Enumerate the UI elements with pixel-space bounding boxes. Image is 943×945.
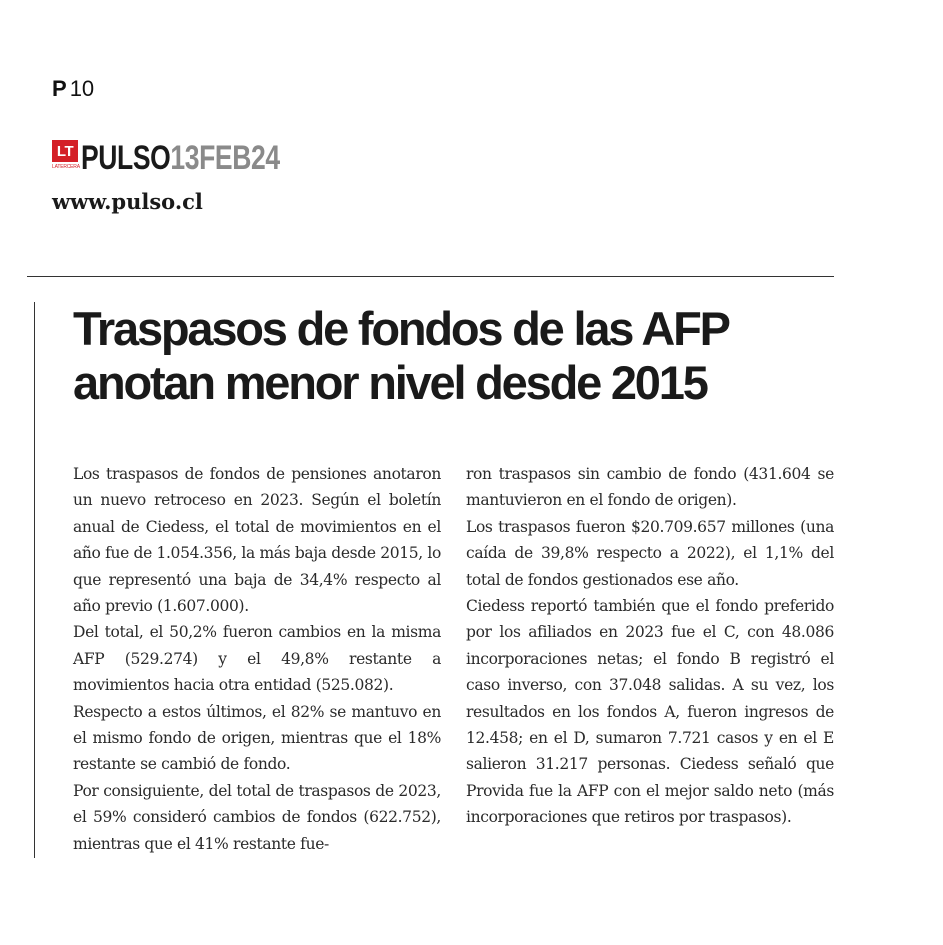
paragraph: Del total, el 50,2% fueron cambios en la misma AFP (529.274) y el 49,8% restante a movimientos hacia otra entidad (525.082). [73,623,441,695]
left-rule [34,302,35,858]
edition-date: 13FEB24 [170,139,280,177]
paragraph: Ciedess reportó también que el fondo preferido por los afiliados en 2023 fue el C, con 48.086 incorporaciones netas; el fondo B registró el caso inverso, con 37.048 salidas. A su vez, los resultados en los fondos A, fueron ingresos de 12.458; en el D, sumaron 7.721 casos y en el E salieron 31.217 personas. Ciedess señaló que Provida fue la AFP con el mejor saldo neto (más incorporaciones que retiros por traspasos). [466,597,834,827]
article-column-right [466,461,834,831]
top-divider [27,276,834,277]
paragraph: ron traspasos sin cambio de fondo (431.604 se mantuvieron en el fondo de origen). [466,465,834,510]
lt-logo-subtext: LATERCERA [52,164,80,170]
site-url: www.pulso.cl [52,189,203,214]
page-number [52,76,94,102]
masthead [52,140,336,180]
paragraph: Los traspasos de fondos de pensiones anotaron un nuevo retroceso en 2023. Según el boletín anual de Ciedess, el total de movimientos en el año fue de 1.054.356, la más baja desde 2015, lo que representó una baja de 34,4% respecto al año previo (1.607.000). [73,465,442,616]
lt-logo-box: LT [52,140,78,162]
paragraph: Los traspasos fueron $20.709.657 millones (una caída de 39,8% respecto a 2022), el 1,1% del total de fondos gestionados ese año. [466,517,834,589]
page-number-value: 10 [69,76,95,101]
brand-name: PULSO [81,139,171,177]
article-headline: Traspasos de fondos de las AFP anotan menor nivel desde 2015 [73,302,728,409]
paragraph: Respecto a estos últimos, el 82% se mantuvo en el mismo fondo de origen, mientras que el 18% restante se cambió de fondo. [73,702,441,774]
page-label: P [52,76,67,101]
article-column-left [73,461,441,857]
la-tercera-logo [52,140,78,176]
paragraph: Por consiguiente, del total de traspasos de 2023, el 59% consideró cambios de fondos (622.752), mientras que el 41% restante fue- [73,781,441,853]
masthead-brand [81,140,280,176]
